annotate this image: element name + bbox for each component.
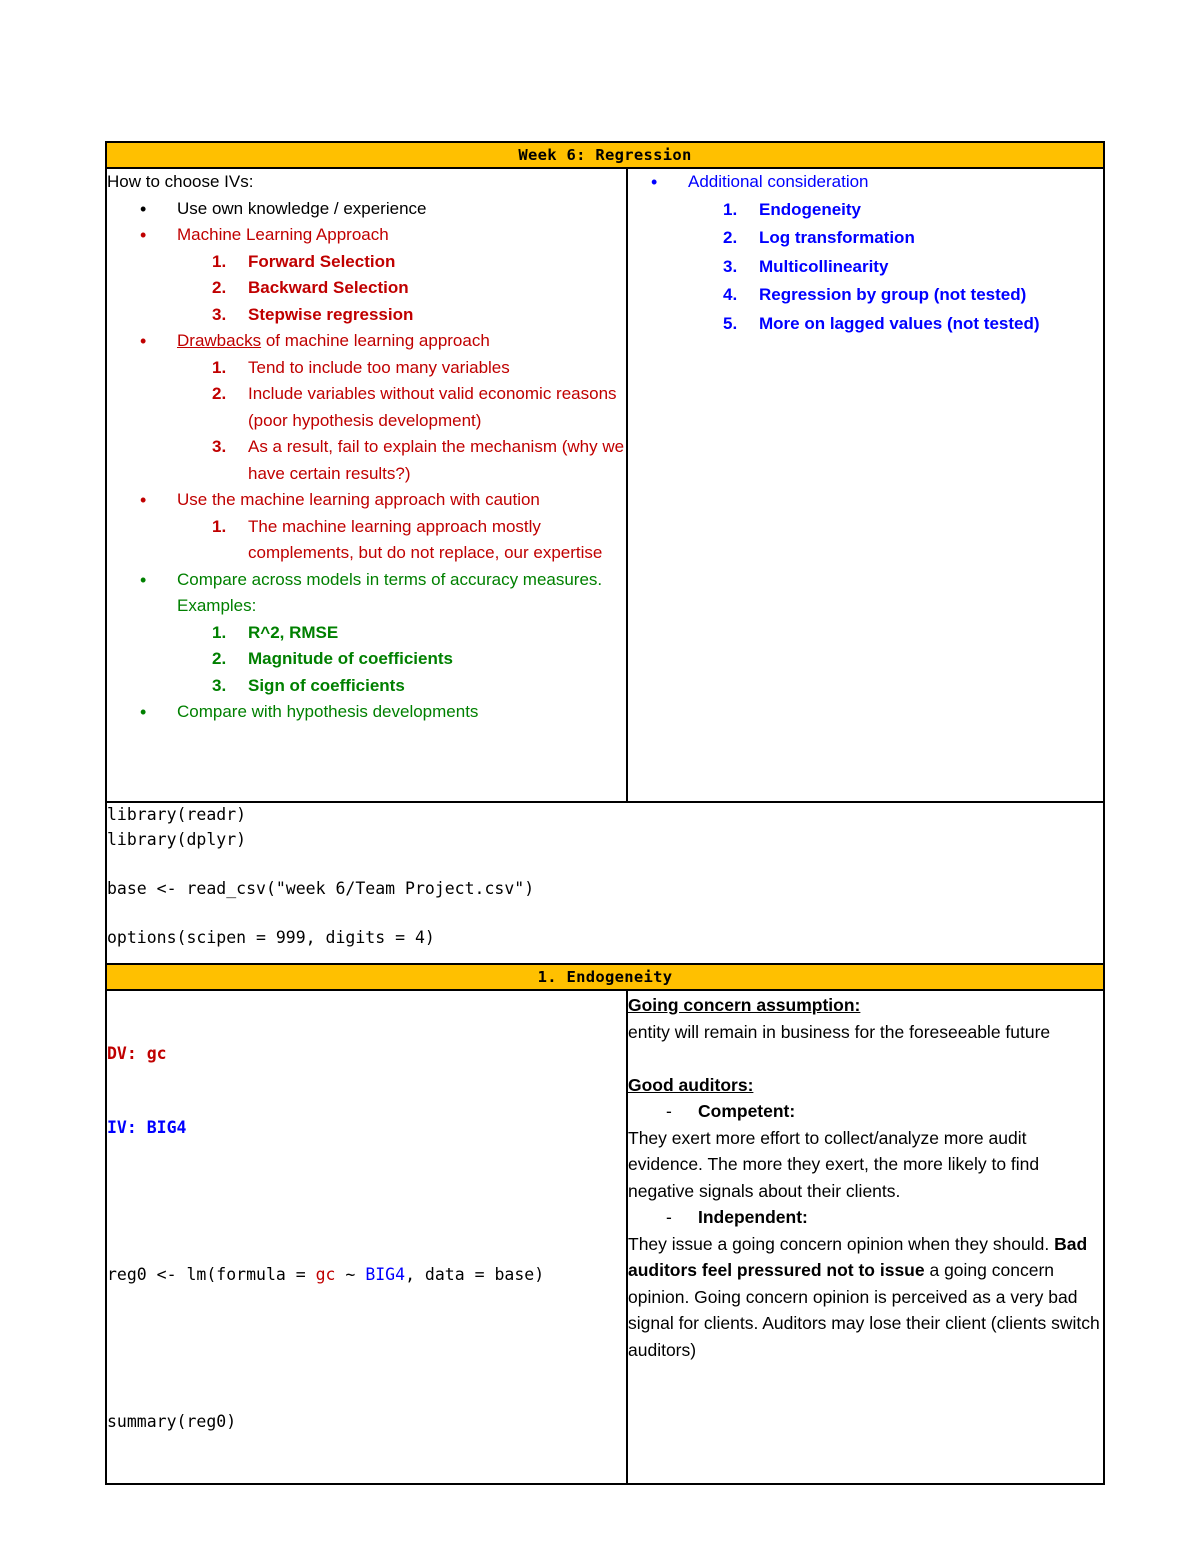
iv-selection-cell: [106, 168, 627, 802]
list-item: 1. Forward Selection: [212, 251, 396, 271]
list-item: 5. More on lagged values (not tested): [723, 313, 1040, 333]
competent-text: They exert more effort to collect/analyze more audit evidence. The more they exert, the more likely to find negative signals about their clients.: [628, 1127, 1040, 1201]
code-line: options(scipen = 999, digits = 4): [107, 927, 435, 947]
setup-code-block: [106, 802, 1104, 964]
list-item: 1. Tend to include too many variables: [212, 357, 510, 377]
week-header: Week 6: Regression: [106, 142, 1104, 168]
list-item: 2. Magnitude of coefficients: [212, 649, 453, 668]
regression-code-block: [106, 990, 627, 1484]
going-concern-text: entity will remain in business for the foreseeable future: [628, 1021, 1051, 1042]
bullet-caution: • Use the machine learning approach with caution 1. The machine learning approach mostly complements, but do not replace, our expertise: [107, 487, 626, 567]
list-item: 1. The machine learning approach mostly complements, but do not replace, our expertise: [212, 516, 603, 562]
list-item: 2. Include variables without valid economic reasons (poor hypothesis development): [212, 384, 617, 430]
additional-consideration-cell: [627, 168, 1104, 802]
code-line: library(dplyr): [107, 829, 247, 849]
code-line: library(readr): [107, 805, 247, 824]
list-item: 1. R^2, RMSE: [212, 622, 339, 642]
bullet-compare-models: • Compare across models in terms of accuracy measures. Examples: 1. R^2, RMSE 2. Magnitude of coefficients 3. Sign of coefficients: [107, 567, 626, 700]
list-item: 1. Endogeneity: [723, 199, 862, 219]
independent-label: - Independent:: [666, 1207, 808, 1227]
list-item: 3. Multicollinearity: [723, 256, 889, 276]
independent-text: They issue a going concern opinion when they should. Bad auditors feel pressured not to issue a going concern opinion. Going concern opinion is perceived as a very bad signal for clients. Auditors may lose their client (clients switch auditors): [628, 1233, 1100, 1360]
iv-line: IV: BIG4: [107, 1117, 187, 1137]
going-concern-cell: [627, 990, 1104, 1484]
code-line: base <- read_csv("week 6/Team Project.csv"): [107, 878, 535, 898]
summary-line: summary(reg0): [107, 1411, 237, 1431]
dv-line: DV: gc: [107, 1044, 167, 1063]
bullet-compare-hypothesis: • Compare with hypothesis developments: [107, 699, 626, 726]
competent-label: - Competent:: [666, 1101, 796, 1121]
bullet-ml-approach: • Machine Learning Approach 1. Forward Selection 2. Backward Selection 3. Stepwise regression: [107, 222, 626, 328]
list-item: 3. Stepwise regression: [212, 304, 414, 324]
list-item: 4. Regression by group (not tested): [723, 285, 1027, 304]
bullet-drawbacks: • Drawbacks of machine learning approach 1. Tend to include too many variables 2. Include variables without valid economic reasons (poor hypothesis development) 3. As a result, fail to explain the mechanism (why we have certain results?): [107, 328, 626, 487]
list-item: 2. Backward Selection: [212, 278, 409, 297]
good-auditors-title: Good auditors:: [628, 1074, 754, 1095]
notes-table: [105, 141, 1105, 1485]
going-concern-title: Going concern assumption:: [628, 995, 861, 1015]
bullet-own-knowledge: • Use own knowledge / experience: [107, 196, 626, 223]
regression-line: reg0 <- lm(formula = gc ~ BIG4, data = base): [107, 1264, 545, 1284]
bullet-additional-consideration: • Additional consideration 1. Endogeneity 2. Log transformation 3. Multicollinearity 4. Regression by group (not tested) 5. More on lagged values (not tested): [618, 169, 1103, 338]
list-item: 3. As a result, fail to explain the mechanism (why we have certain results?): [212, 437, 625, 483]
endogeneity-header: 1. Endogeneity: [106, 964, 1104, 990]
list-item: 3. Sign of coefficients: [212, 675, 405, 695]
list-item: 2. Log transformation: [723, 228, 915, 247]
iv-intro: How to choose IVs:: [107, 172, 254, 191]
